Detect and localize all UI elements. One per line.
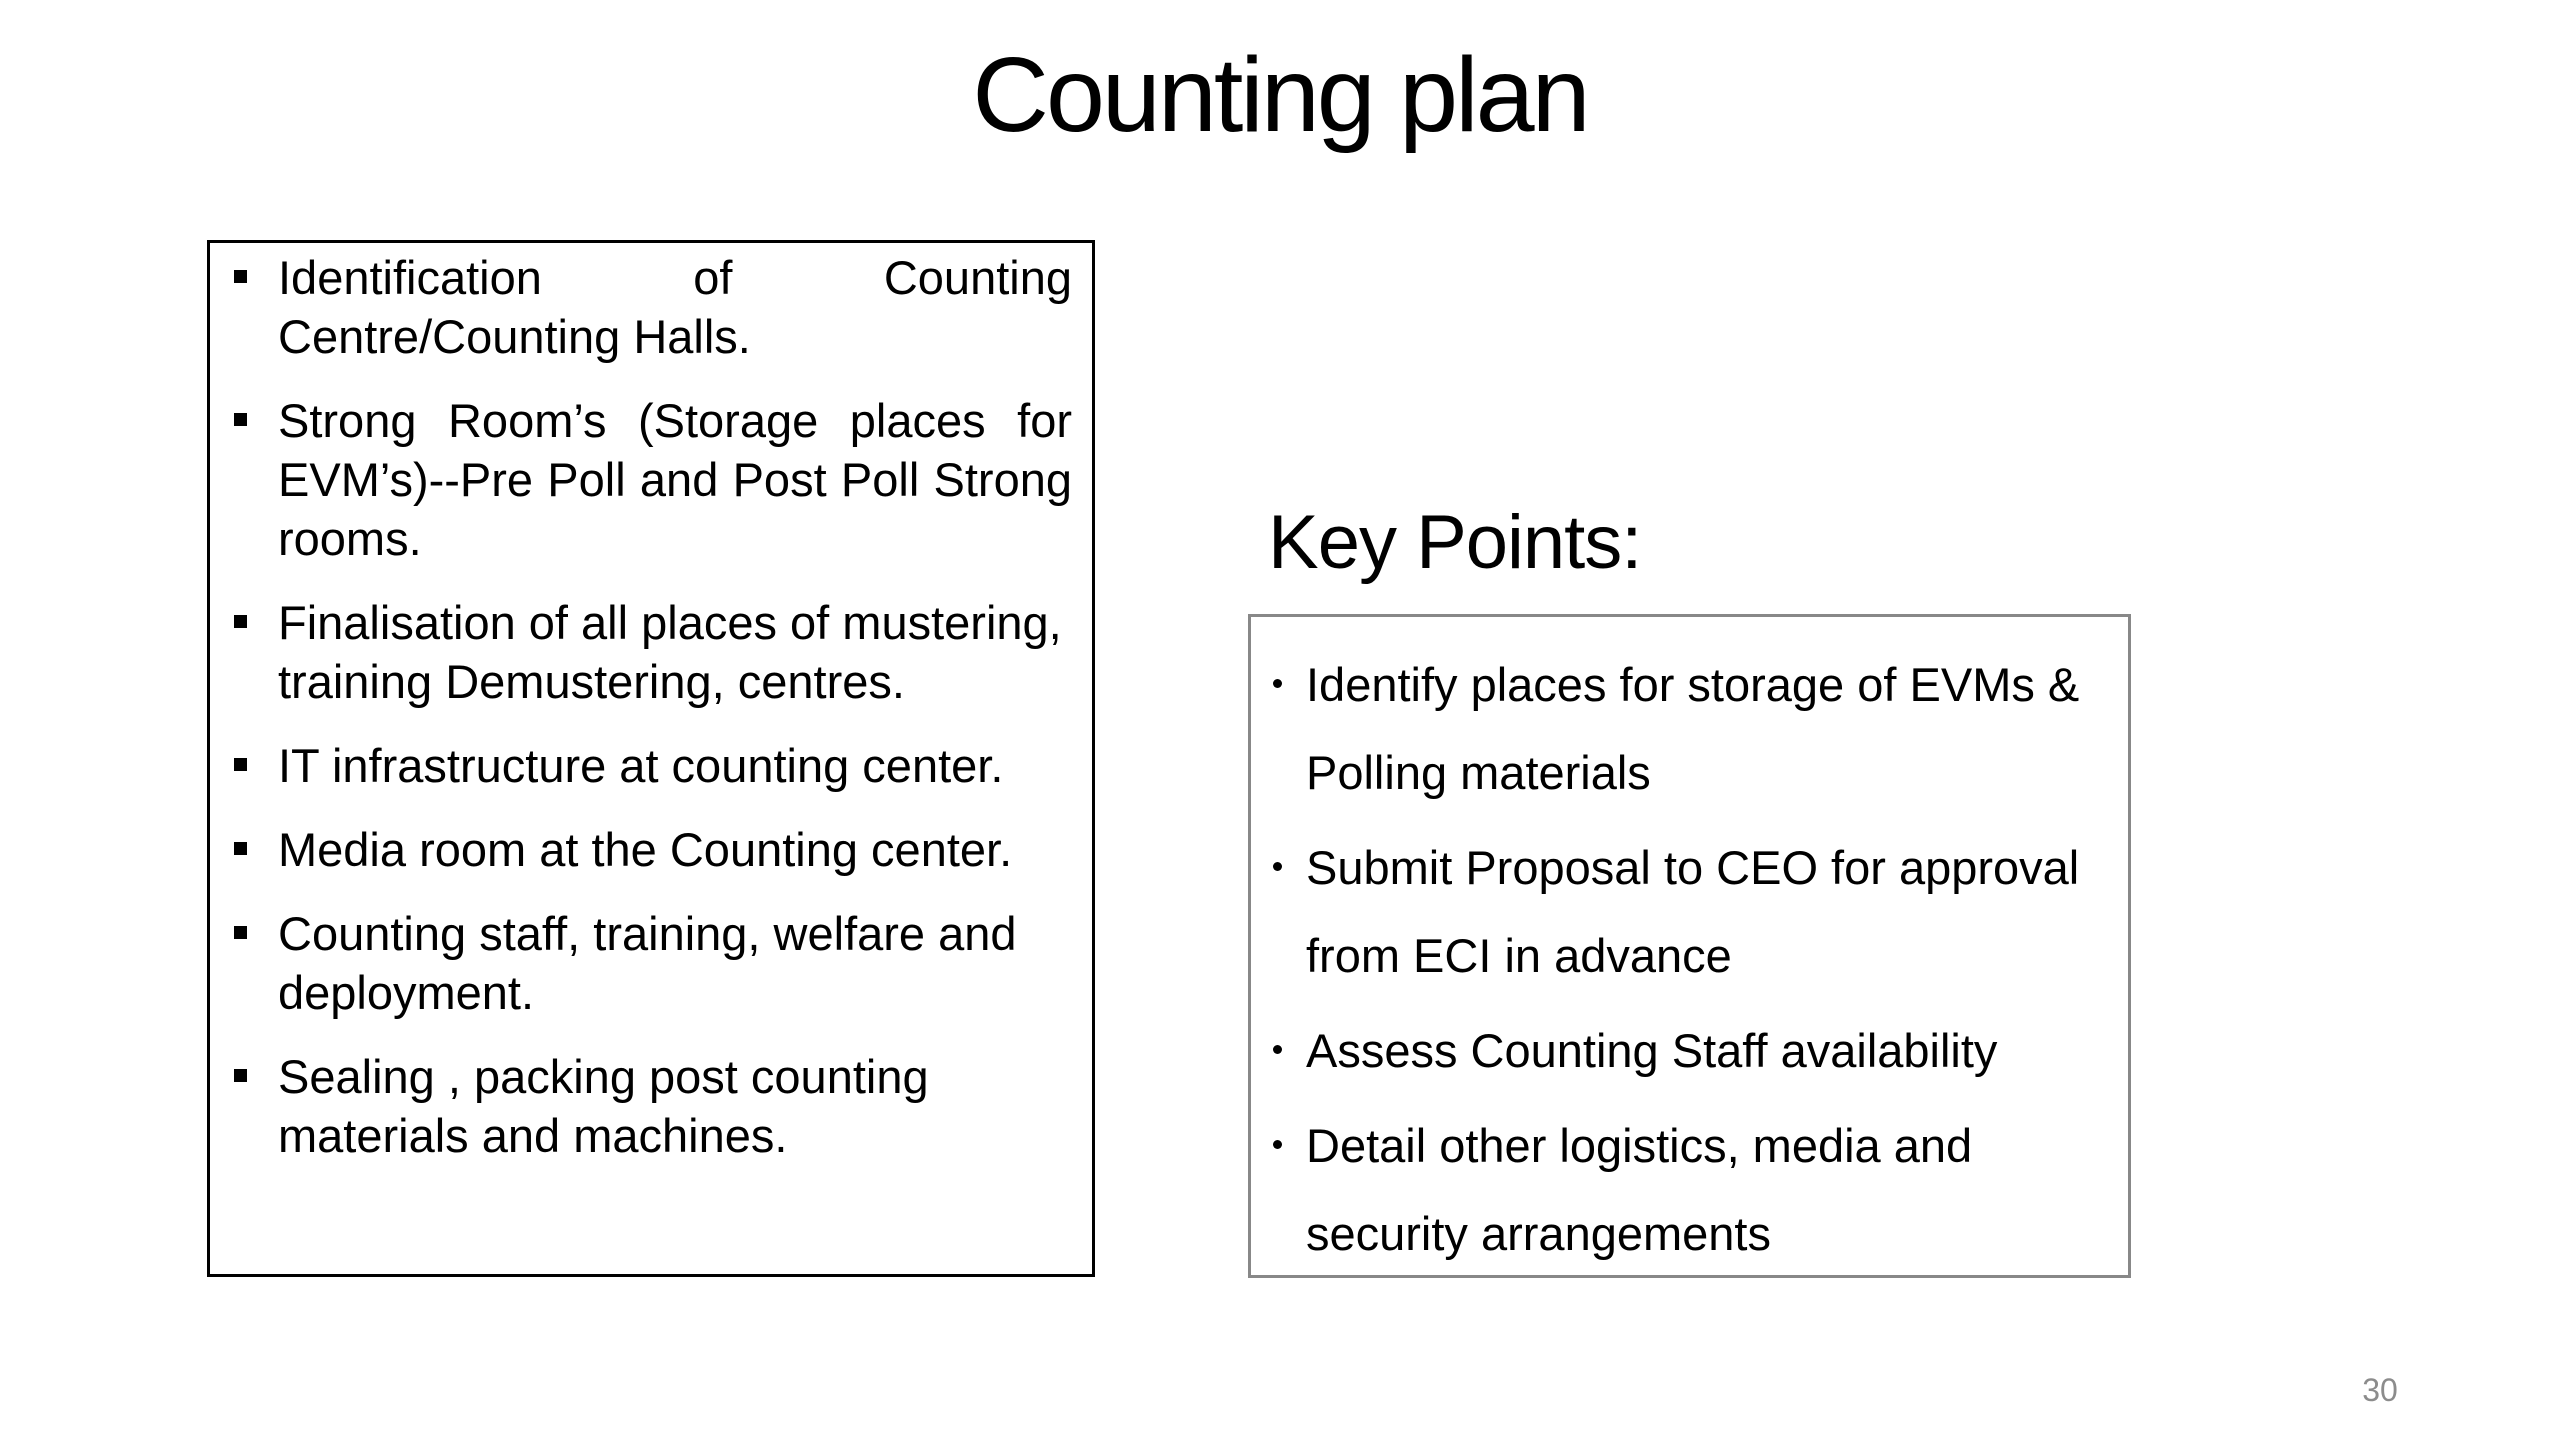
square-bullet-icon — [234, 758, 247, 771]
list-item-text: Identify places for storage of EVMs & Polling materials — [1306, 658, 2080, 799]
page-number: 30 — [2362, 1372, 2398, 1408]
square-bullet-icon — [234, 1069, 247, 1082]
counting-plan-list — [210, 243, 1092, 1165]
list-item-text: IT infrastructure at counting center. — [278, 739, 1004, 792]
list-item — [230, 391, 1072, 568]
list-item-text: Submit Proposal to CEO for approval from ECI in advance — [1306, 841, 2080, 982]
list-item — [230, 820, 1072, 879]
list-item — [230, 1047, 1072, 1165]
list-item — [1271, 824, 2118, 1000]
list-item-text: Strong Room’s (Storage places for EVM’s)--Pre Poll and Post Poll Strong rooms. — [278, 394, 1072, 565]
square-bullet-icon — [234, 270, 247, 283]
list-item — [230, 593, 1072, 711]
round-bullet-icon — [1273, 1045, 1282, 1054]
square-bullet-icon — [234, 926, 247, 939]
square-bullet-icon — [234, 615, 247, 628]
slide-title: Counting plan — [972, 36, 1588, 154]
counting-plan-box — [207, 240, 1095, 1277]
list-item — [1271, 1007, 2118, 1095]
list-item — [230, 736, 1072, 795]
list-item-text: Identification of Counting Centre/Counting Halls. — [278, 251, 1072, 363]
list-item-text: Media room at the Counting center. — [278, 823, 1013, 876]
round-bullet-icon — [1273, 679, 1282, 688]
list-item-text: Detail other logistics, media and security arrangements — [1306, 1119, 1973, 1260]
key-points-list — [1251, 617, 2128, 1278]
round-bullet-icon — [1273, 862, 1282, 871]
round-bullet-icon — [1273, 1140, 1282, 1149]
list-item — [1271, 1102, 2118, 1278]
key-points-heading: Key Points: — [1268, 500, 1642, 585]
list-item-text: Counting staff, training, welfare and deployment. — [278, 907, 1017, 1019]
square-bullet-icon — [234, 413, 247, 426]
list-item — [230, 248, 1072, 366]
list-item-text: Assess Counting Staff availability — [1306, 1024, 1998, 1077]
list-item — [1271, 641, 2118, 817]
square-bullet-icon — [234, 842, 247, 855]
list-item-text: Finalisation of all places of mustering, training Demustering, centres. — [278, 596, 1062, 708]
list-item — [230, 904, 1072, 1022]
key-points-box — [1248, 614, 2131, 1278]
list-item-text: Sealing , packing post counting materials and machines. — [278, 1050, 929, 1162]
